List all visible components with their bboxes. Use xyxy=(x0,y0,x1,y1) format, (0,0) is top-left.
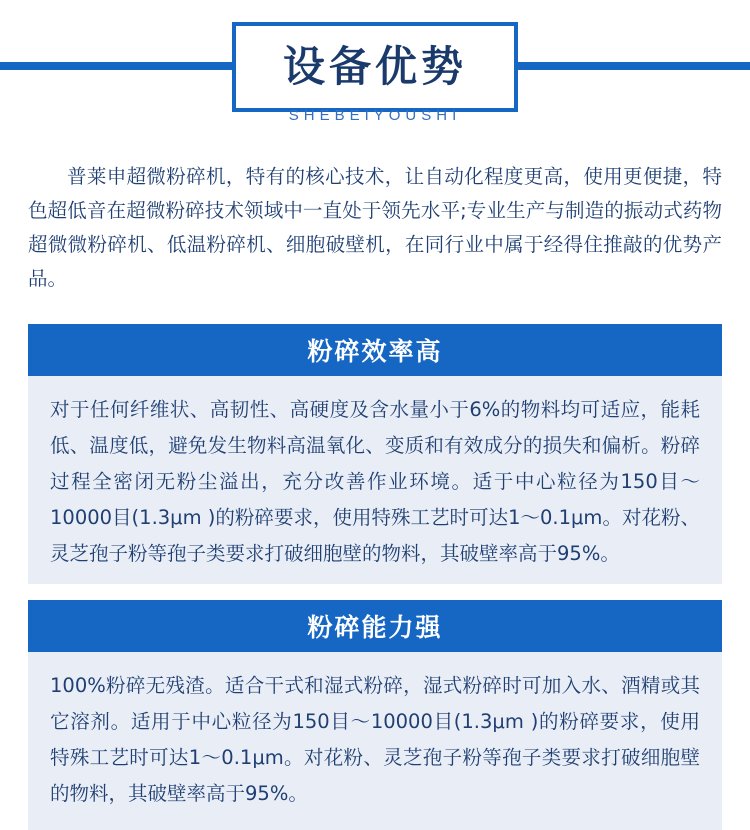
section-efficiency xyxy=(28,324,722,584)
section-capacity-heading: 粉碎能力强 xyxy=(28,600,722,652)
title-box xyxy=(232,22,518,112)
page-header xyxy=(0,0,750,148)
intro-paragraph: 普莱申超微粉碎机，特有的核心技术，让自动化程度更高，使用更便捷，特色超低音在超微粉碎技术领域中一直处于领先水平;专业生产与制造的振动式药物超微微粉碎机、低温粉碎机、细胞破壁机，在同行业中属于经得住推敲的优势产品。 xyxy=(28,165,722,290)
header-rule-left xyxy=(0,62,232,70)
section-efficiency-heading: 粉碎效率高 xyxy=(28,324,722,376)
section-efficiency-body: 对于任何纤维状、高韧性、高硬度及含水量小于6%的物料均可适应，能耗低、温度低，避免发生物料高温氧化、变质和有效成分的损失和偏析。粉碎过程全密闭无粉尘溢出，充分改善作业环境。适于中心粒径为150目～10000目(1.3μm )的粉碎要求，使用特殊工艺时可达1～0.1μm。对花粉、灵芝孢子粉等孢子类要求打破细胞壁的物料，其破壁率高于95%。 xyxy=(28,376,722,584)
page-subtitle: SHEBEIYOUSHI xyxy=(288,107,462,124)
page-title: 设备优势 xyxy=(282,42,467,91)
section-capacity xyxy=(28,600,722,830)
section-capacity-body: 100%粉碎无残渣。适合干式和湿式粉碎，湿式粉碎时可加入水、酒精或其它溶剂。适用于中心粒径为150目～10000目(1.3μm )的粉碎要求，使用特殊工艺时可达1～0.1μm。对花粉、灵芝孢子粉等孢子类要求打破细胞壁的物料，其破壁率高于95%。 xyxy=(28,652,722,830)
header-rule-right xyxy=(518,62,750,70)
